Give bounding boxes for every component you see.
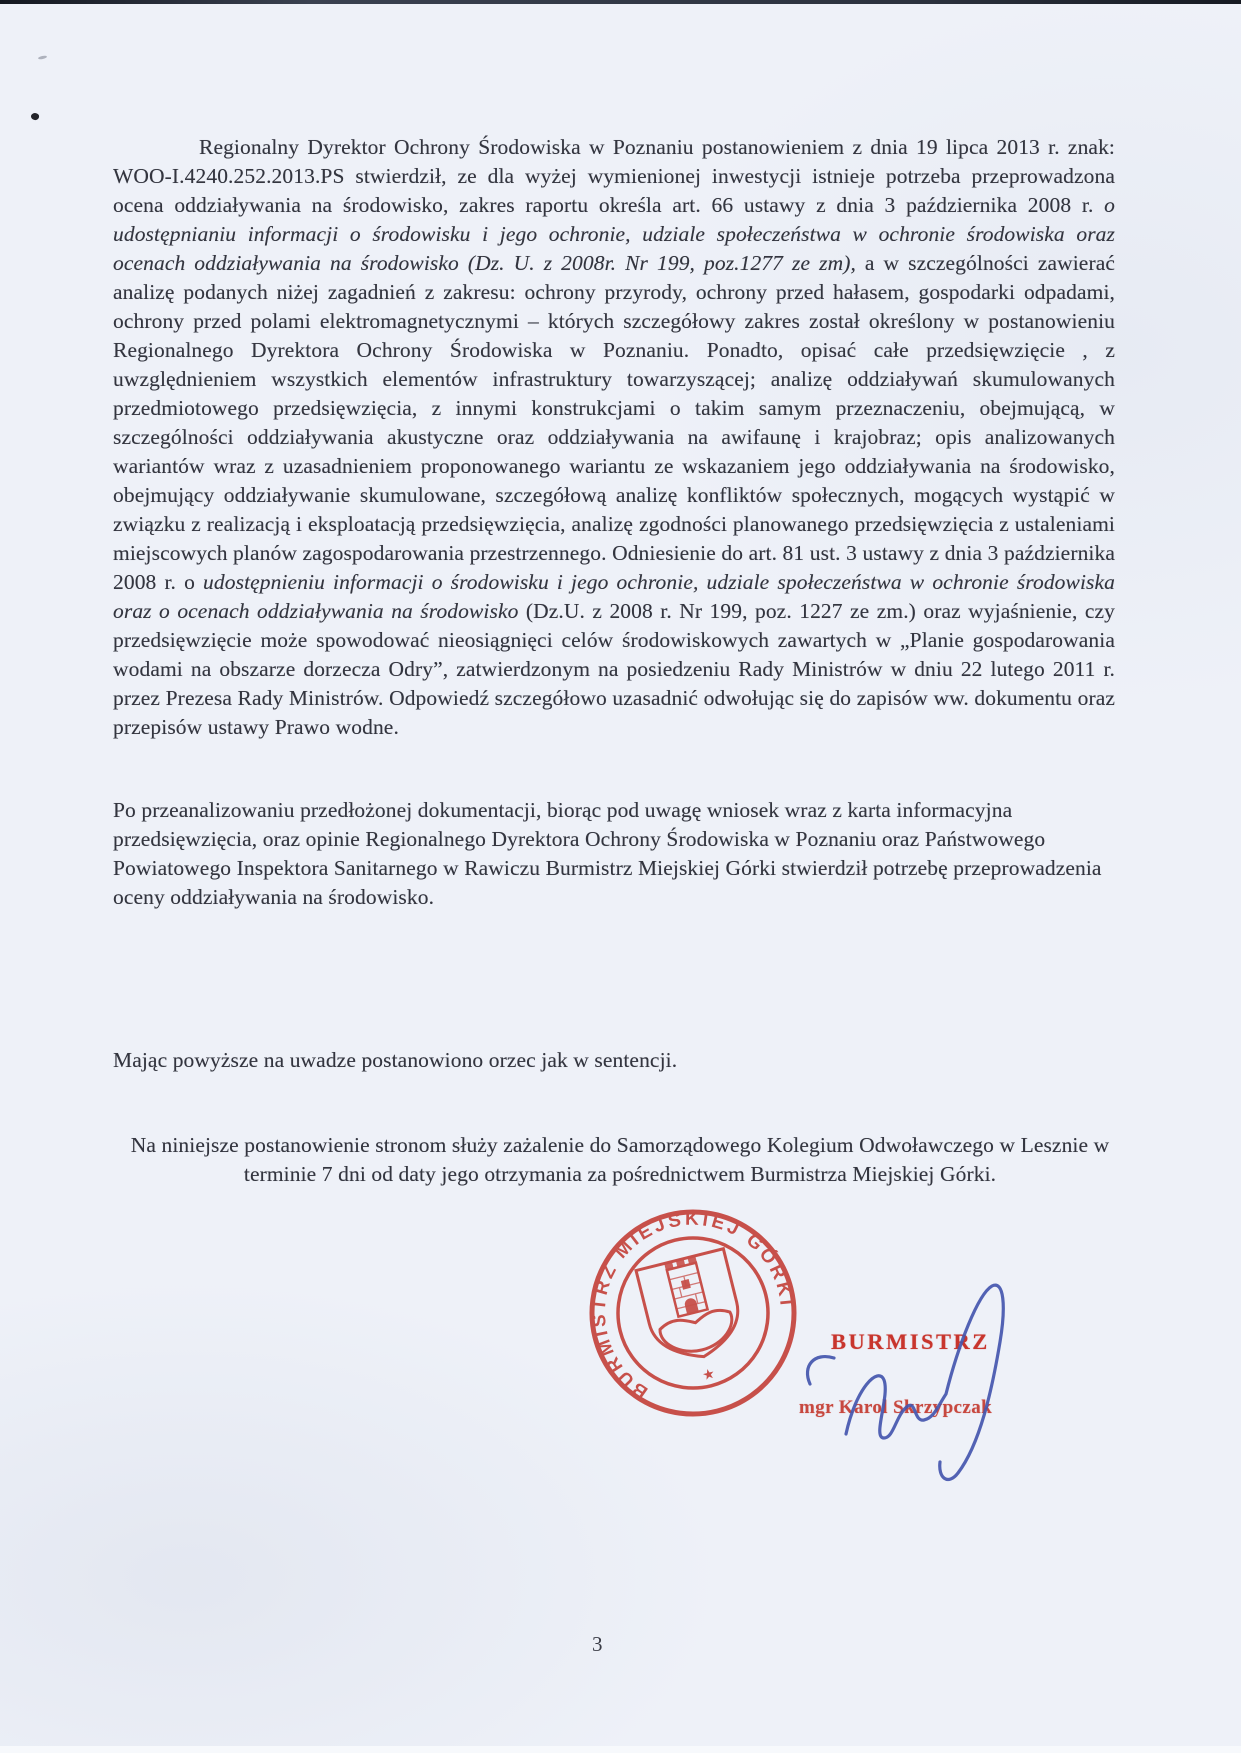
- paragraph-conclusion: Po przeanalizowaniu przedłożonej dokumentacji, biorąc pod uwagę wniosek wraz z karta informacyjna przedsięwzięcia, oraz opinie Regionalnego Dyrektora Ochrony Środowiska w Poznaniu oraz Państwowego Powiatowego Inspektora Sanitarnego w Rawiczu Burmistrz Miejskiej Górki stwierdził potrzebę przeprowadzenia oceny oddziaływania na środowisko.: [113, 798, 1102, 909]
- stamp-ring-text: BURMISTRZ MIEJSKIEJ GÓRKI: [588, 1208, 797, 1403]
- page-number: 3: [592, 1632, 603, 1656]
- signatory-name: mgr Karol Skrzypczak: [799, 1397, 993, 1418]
- signature-main-stroke: [846, 1285, 1003, 1479]
- stamp-crescent-icon: [658, 1307, 737, 1358]
- signature-flourish-stroke: [807, 1357, 834, 1384]
- stamp-star-icon: ★: [700, 1366, 717, 1385]
- stamp-shield: [636, 1248, 748, 1368]
- scan-speck-faint: [38, 55, 47, 60]
- handwritten-signature: [800, 1248, 1040, 1488]
- scan-edge-top: [0, 0, 1241, 4]
- scan-edge-bottom: [0, 1746, 1241, 1753]
- scan-speck: [30, 112, 40, 121]
- official-round-stamp: [578, 1198, 808, 1428]
- stamp-tower-icon: [664, 1255, 709, 1317]
- paragraph-decision: Mając powyższe na uwadze postanowiono orzec jak w sentencji.: [113, 1048, 678, 1072]
- paragraph-justification: Regionalny Dyrektor Ochrony Środowiska w Poznaniu postanowieniem z dnia 19 lipca 2013 r. znak: WOO-I.4240.252.2013.PS stwierdził, ze dla wyżej wymienionej inwestycji istnieje potrzeba przeprowadzona ocena oddziaływania na środowisko, zakres raportu określa art. 66 ustawy z dnia 3 października 2008 r. o udostępnianiu informacji o środowisku i jego ochronie, udziale społeczeństwa w ochronie środowiska oraz ocenach oddziaływania na środowisko (Dz. U. z 2008r. Nr 199, poz.1277 ze zm), a w szczególności zawierać analizę podanych niżej zagadnień z zakresu: ochrony przyrody, ochrony przed hałasem, gospodarki odpadami, ochrony przed polami elektromagnetycznymi – których szczegółowy zakres został określony w postanowieniu Regionalnego Dyrektora Ochrony Środowiska w Poznaniu. Ponadto, opisać całe przedsięwzięcie , z uwzględnieniem wszystkich elementów infrastruktury towarzyszącej; analizę oddziaływań skumulowanych przedmiotowego przedsięwzięcia, z innymi konstrukcjami o takim samym przeznaczeniu, obejmującą, w szczególności oddziaływania akustyczne oraz oddziaływania na awifaunę i krajobraz; opis analizowanych wariantów wraz z uzasadnieniem proponowanego wariantu ze wskazaniem jego oddziaływania na środowisko, obejmujący oddziaływanie skumulowane, szczegółową analizę konfliktów społecznych, mogących wystąpić w związku z realizacją i eksploatacją przedsięwzięcia, analizę zgodności planowanego przedsięwzięcia z ustaleniami miejscowych planów zagospodarowania przestrzennego. Odniesienie do art. 81 ust. 3 ustawy z dnia 3 października 2008 r. o udostępnieniu informacji o środowisku i jego ochronie, udziale społeczeństwa w ochronie środowiska oraz o ocenach oddziaływania na środowisko (Dz.U. z 2008 r. Nr 199, poz. 1227 ze zm.) oraz wyjaśnienie, czy przedsięwzięcie może spowodować nieosiągnięci celów środowiskowych zawartych w „Planie gospodarowania wodami na obszarze dorzecza Odry”, zatwierdzonym na posiedzeniu Rady Ministrów w dniu 22 lutego 2011 r. przez Prezesa Rady Ministrów. Odpowiedź szczegółowo uzasadnić odwołując się do zapisów ww. dokumentu oraz przepisów ustawy Prawo wodne.: [113, 135, 1115, 739]
- paragraph-appeal-notice: Na niniejsze postanowienie stronom służy zażalenie do Samorządowego Kolegium Odwoławczego w Lesznie w terminie 7 dni od daty jego otrzymania za pośrednictwem Burmistrza Miejskiej Górki.: [130, 1133, 1110, 1186]
- signature-title: BURMISTRZ: [831, 1329, 990, 1354]
